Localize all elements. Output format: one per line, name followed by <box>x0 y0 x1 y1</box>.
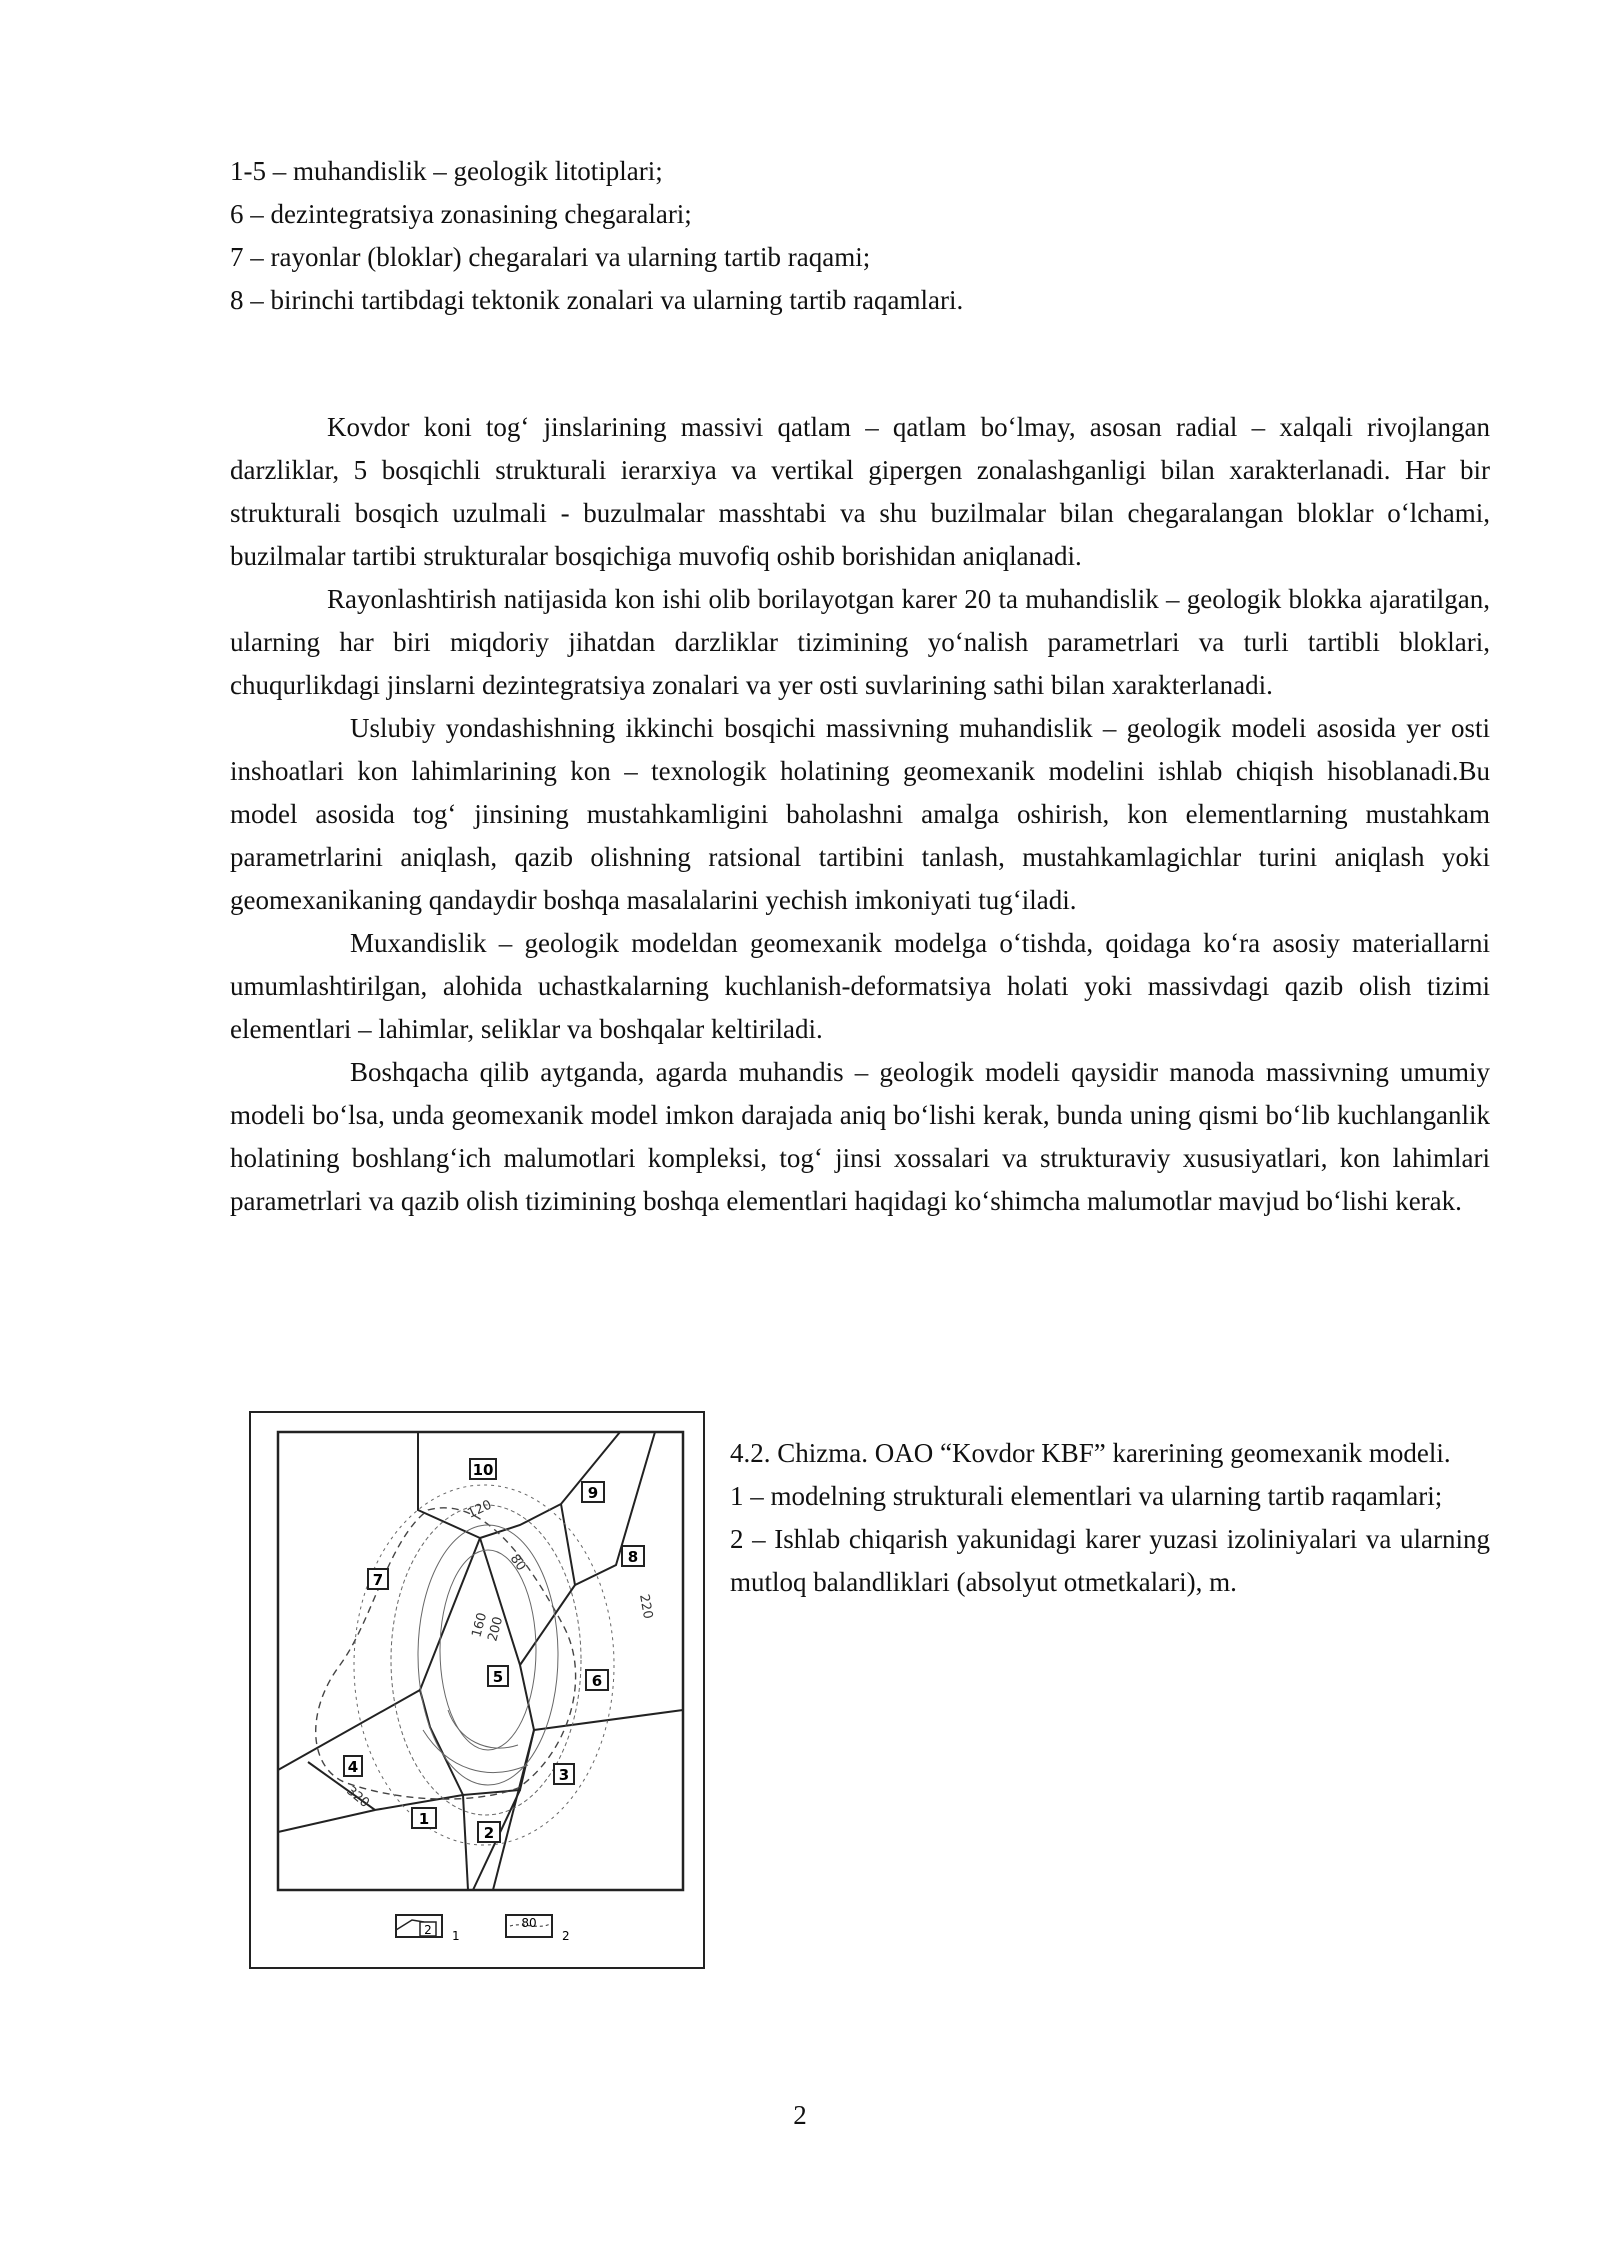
svg-text:80: 80 <box>521 1916 537 1930</box>
block-label-6 <box>586 1670 608 1690</box>
svg-text:2: 2 <box>562 1929 570 1943</box>
figure-legend-list <box>230 150 1490 322</box>
block-label-1 <box>412 1808 436 1828</box>
caption-line: 1 – modelning strukturali elementlari va ularning tartib raqamlari; <box>730 1481 1443 1511</box>
svg-text:5: 5 <box>492 1668 504 1686</box>
block-label-3 <box>554 1764 574 1784</box>
svg-text:7: 7 <box>372 1571 384 1589</box>
block-label-8 <box>622 1546 644 1566</box>
isoline-label: 160 <box>469 1611 491 1640</box>
legend-line: 8 – birinchi tartibdagi tektonik zonalari va ularning tartib raqamlari. <box>230 285 964 315</box>
block-label-9 <box>582 1482 604 1502</box>
block-label-4 <box>344 1756 362 1776</box>
svg-text:2: 2 <box>424 1923 432 1937</box>
isoline-label: 220 <box>636 1593 656 1621</box>
svg-text:3: 3 <box>558 1766 570 1784</box>
model-drawing <box>248 1410 708 1972</box>
block-label-2 <box>478 1822 500 1842</box>
paragraph: Kovdor koni tog‘ jinslarining massivi qatlam – qatlam bo‘lmay, asosan radial – xalqali rivojlangan darzliklar, 5 bosqichli strukturali ierarxiya va vertikal gipergen zonalashganligi bilan xarakterlanadi. Har bir strukturali bosqich uzulmali - buzulmalar masshtabi va shu buzilmalar bilan chegaralangan bloklar o‘lchami, buzilmalar tartibi strukturalar bosqichiga muvofiq oshib borishidan aniqlanadi. <box>230 412 1490 571</box>
paragraph: Rayonlashtirish natijasida kon ishi olib borilayotgan karer 20 ta muhandislik – geologik blokka ajaratilgan, ularning har biri miqdoriy jihatdan darzliklar tizimining yo‘nalish parametrlari va turli tartibli bloklari, chuqurlikdagi jinslarni dezintegratsiya zonalari va yer osti suvlarining sathi bilan xarakterlanadi. <box>230 584 1490 700</box>
block-label-5 <box>488 1666 508 1686</box>
figure-caption <box>730 1432 1490 1604</box>
isoline-label: 120 <box>465 1497 495 1522</box>
paragraph: Uslubiy yondashishning ikkinchi bosqichi massivning muhandislik – geologik modeli asosida yer osti inshoatlari kon lahimlarining kon – texnologik holatining geomexanik modelini ishlab chiqish hisoblanadi.Bu model asosida tog‘ jinsining mustahkamligini baholashni amalga oshirish, kon elementlarning mustahkam parametrlarini aniqlash, qazib olishning ratsional tartibini tanlash, mustahkamlagichlar turini aniqlash yoki geomexanikaning qandaydir boshqa masalalarini yechish imkoniyati tug‘iladi. <box>230 713 1490 915</box>
caption-line: 2 – Ishlab chiqarish yakunidagi karer yuzasi izoliniyalari va ularning mutloq balandliklari (absolyut otmetkalari), m. <box>730 1524 1490 1597</box>
caption-title: 4.2. Chizma. OAO “Kovdor KBF” karerining geomexanik modeli. <box>730 1438 1451 1468</box>
svg-text:9: 9 <box>587 1484 599 1502</box>
isoline-label: 320 <box>343 1783 373 1812</box>
page-number: 2 <box>793 2100 807 2130</box>
figure-legend-item-1 <box>396 1915 460 1943</box>
geomechanical-model-figure <box>248 1410 708 1972</box>
svg-text:1: 1 <box>418 1810 430 1828</box>
svg-text:2: 2 <box>483 1824 495 1842</box>
figure-legend-item-2 <box>506 1915 570 1943</box>
svg-text:8: 8 <box>627 1548 639 1566</box>
body-text <box>230 406 1490 1223</box>
legend-line: 6 – dezintegratsiya zonasining chegaralari; <box>230 199 692 229</box>
isoline-label: 80 <box>506 1551 529 1574</box>
legend-line: 1-5 – muhandislik – geologik litotiplari; <box>230 156 663 186</box>
paragraph: Boshqacha qilib aytganda, agarda muhandis – geologik modeli qaysidir manoda massivning umumiy modeli bo‘lsa, unda geomexanik model imkon darajada aniq bo‘lishi kerak, bunda uning qismi bo‘lib kuchlanganlik holatining boshlang‘ich malumotlari kompleksi, tog‘ jinsi xossalari va strukturaviy xususiyatlari, kon lahimlari parametrlari va qazib olish tizimining boshqa elementlari haqidagi ko‘shimcha malumotlar mavjud bo‘lishi kerak. <box>230 1057 1490 1216</box>
svg-text:4: 4 <box>347 1758 359 1776</box>
svg-text:1: 1 <box>452 1929 460 1943</box>
svg-text:10: 10 <box>472 1461 494 1479</box>
block-label-10 <box>470 1459 496 1479</box>
legend-line: 7 – rayonlar (bloklar) chegaralari va ularning tartib raqami; <box>230 242 871 272</box>
isoline-label: 200 <box>485 1615 507 1644</box>
paragraph: Muxandislik – geologik modeldan geomexanik modelga o‘tishda, qoidaga ko‘ra asosiy materiallarni umumlashtirilgan, alohida uchastkalarning kuchlanish-deformatsiya holati yoki massivdagi qazib olish tizimi elementlari – lahimlar, seliklar va boshqalar keltiriladi. <box>230 928 1490 1044</box>
svg-text:6: 6 <box>591 1672 603 1690</box>
block-label-7 <box>368 1569 388 1589</box>
